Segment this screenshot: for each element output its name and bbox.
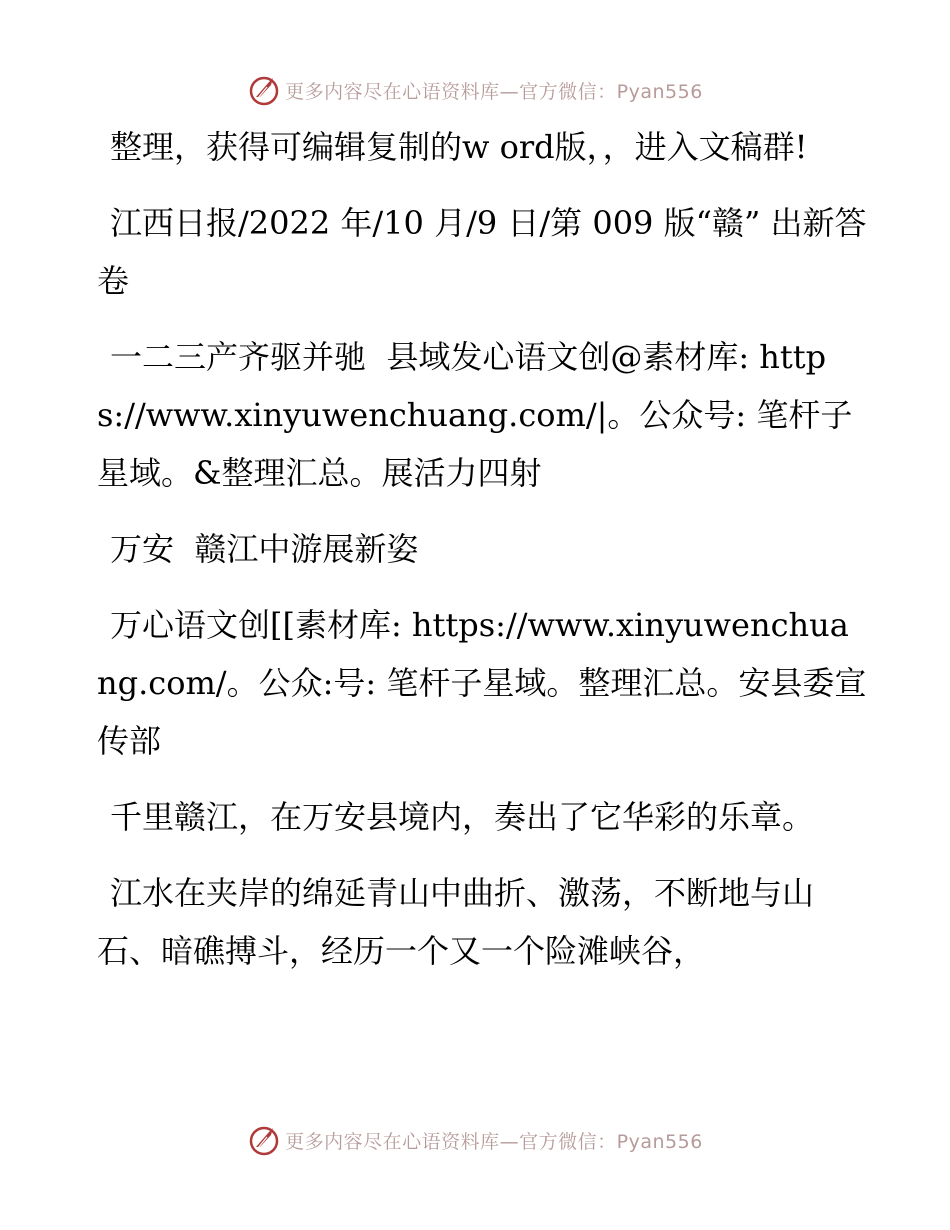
paragraph-6 (97, 788, 867, 846)
header-banner (0, 70, 950, 110)
paragraph-2 (97, 194, 867, 310)
document-body (97, 118, 867, 998)
paragraph-text: 整理，获得可编辑复制的w ord版，，进入文稿群! (110, 128, 808, 166)
paragraph-7 (97, 864, 867, 980)
quill-logo-icon (247, 1123, 281, 1157)
footer-banner (0, 1120, 950, 1160)
quill-logo-icon (247, 73, 281, 107)
paragraph-text: 江水在夹岸的绵延青山中曲折、激荡，不断地与山石、暗礁搏斗，经历一个又一个险滩峡谷， (97, 874, 815, 970)
footer-banner-text: 更多内容尽在心语资料库—官方微信：Pyan556 (285, 1130, 703, 1153)
paragraph-text: 万心语文创[[素材库: https://www.xinyuwenchuang.com/。公众:号: 笔杆子星域。整理汇总。安县委宣传部 (97, 606, 867, 760)
paragraph-4 (97, 520, 867, 578)
paragraph-text: 一二三产齐驱并驰 县域发心语文创@素材库: https://www.xinyuwenchuang.com/|。公众号: 笔杆子星域。&整理汇总。展活力四射 (97, 338, 853, 492)
paragraph-5 (97, 596, 867, 770)
paragraph-text: 千里赣江，在万安县境内，奏出了它华彩的乐章。 (110, 798, 815, 836)
paragraph-1 (97, 118, 867, 176)
paragraph-text: 江西日报/2022 年/10 月/9 日/第 009 版“赣” 出新答卷 (97, 204, 867, 300)
paragraph-3 (97, 328, 867, 502)
paragraph-text: 万安 赣江中游展新姿 (110, 530, 419, 568)
header-banner-text: 更多内容尽在心语资料库—官方微信：Pyan556 (285, 80, 703, 103)
